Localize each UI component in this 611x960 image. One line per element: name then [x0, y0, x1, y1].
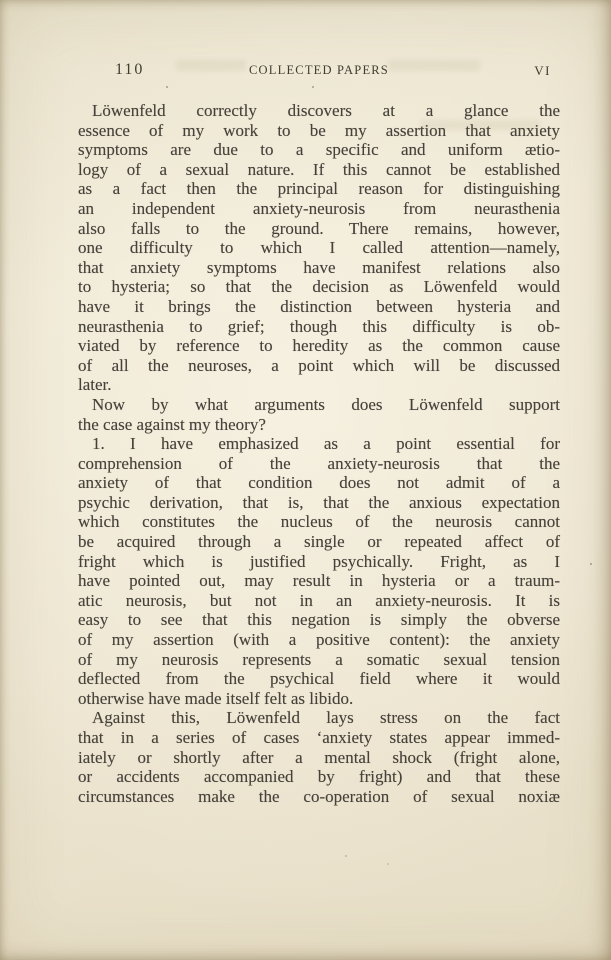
text-line: logy of a sexual nature. If this cannot be established [78, 159, 560, 179]
text-line: essence of my work to be my assertion that anxiety [78, 120, 560, 140]
text-line: the case against my theory? [78, 414, 266, 434]
text-line: deflected from the psychical field where it would [78, 669, 560, 689]
text-line: 1. I have emphasized as a point essential for [92, 434, 560, 454]
paper-speck [345, 855, 347, 857]
text-line: of my assertion (with a positive content): the anxiety [78, 630, 560, 650]
text-line: have pointed out, may result in hysteria or a traum- [78, 571, 560, 591]
chapter-numeral: VI [534, 63, 551, 78]
text-line: which constitutes the nucleus of the neurosis cannot [78, 512, 560, 532]
running-title: COLLECTED PAPERS [249, 63, 389, 77]
text-line: that in a series of cases ‘anxiety states appear immed- [78, 728, 560, 747]
text-line: to hysteria; so that the decision as Löwenfeld would [78, 277, 560, 297]
page-number: 110 [115, 61, 145, 78]
text-line: easy to see that this negation is simply the obverse [78, 610, 560, 630]
text-line: neurasthenia to grief; though this difficulty is ob- [78, 316, 560, 336]
paper-speck [590, 563, 592, 565]
text-line: otherwise have made itself felt as libido. [78, 688, 354, 708]
bleed-through-artifact [388, 60, 480, 71]
text-line: that anxiety symptoms have manifest relations also [78, 257, 560, 277]
text-line: later. [78, 375, 112, 395]
text-line: of all the neuroses, a point which will be discussed [78, 355, 560, 375]
text-line: Against this, Löwenfeld lays stress on the fact [92, 708, 560, 728]
paper-speck [166, 86, 168, 88]
text-line: psychic derivation, that is, that the anxious expectation [78, 492, 560, 512]
text-line: or accidents accompanied by fright) and that these [78, 767, 560, 787]
bleed-through-artifact [420, 120, 540, 130]
paper-speck [387, 863, 389, 865]
text-line: symptoms are due to a specific and uniform ætio- [78, 140, 560, 160]
text-line: as a fact then the principal reason for distinguishing [78, 179, 560, 199]
bleed-through-artifact [176, 60, 246, 71]
text-line: iately or shortly after a mental shock (fright alone, [78, 747, 560, 767]
text-line: comprehension of the anxiety-neurosis that the [78, 453, 560, 473]
text-line: be acquired through a single or repeated affect of [78, 532, 560, 552]
text-line: atic neurosis, but not in an anxiety-neurosis. It is [78, 590, 560, 610]
running-head [78, 61, 560, 78]
text-line: an independent anxiety-neurosis from neurasthenia [78, 198, 560, 218]
text-line: Now by what arguments does Löwenfeld support [92, 394, 560, 414]
text-line: fright which is justified psychically. Fright, as I [78, 551, 560, 571]
text-line: also falls to the ground. There remains, however, [78, 218, 560, 238]
text-line: Löwenfeld correctly discovers at a glance the [92, 101, 560, 120]
text-line: have it brings the distinction between hysteria and [78, 296, 560, 316]
text-block [78, 101, 560, 806]
text-line: anxiety of that condition does not admit of a [78, 473, 560, 493]
paper-speck [312, 86, 314, 88]
text-line: one difficulty to which I called attention—namely, [78, 238, 560, 258]
text-line: viated by reference to heredity as the common cause [78, 336, 560, 356]
text-line: circumstances make the co-operation of sexual noxiæ [78, 786, 560, 806]
text-line: of my neurosis represents a somatic sexual tension [78, 649, 560, 669]
